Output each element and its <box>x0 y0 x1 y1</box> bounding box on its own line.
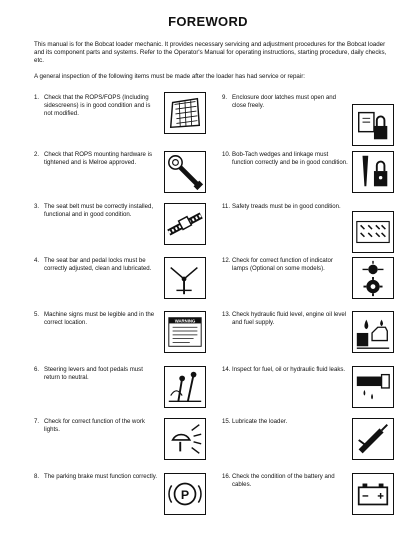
inspection-item-3 <box>34 203 209 253</box>
item-text: Inspect for fuel, oil or hydraulic fluid leaks. <box>232 366 346 373</box>
item-number: 3. <box>34 203 40 210</box>
bob-tach-wedge-icon <box>352 151 394 193</box>
item-number: 14. <box>222 366 231 373</box>
rops-cab-icon <box>164 92 206 134</box>
parking-brake-icon <box>164 473 206 515</box>
door-latch-icon <box>352 104 394 146</box>
item-text: Check for correct function of the work lights. <box>44 418 145 433</box>
steering-lever-icon <box>164 366 206 408</box>
item-number: 1. <box>34 94 40 101</box>
inspection-item-8 <box>34 473 209 523</box>
item-text: Check that the ROPS/FOPS (Including sidescreens) is in good condition and is not modified. <box>44 94 151 117</box>
wrench-bolt-icon <box>164 151 206 193</box>
page-title: FOREWORD <box>168 14 248 29</box>
sign-header: WARNING <box>174 318 196 324</box>
item-text: The parking brake must function correctly. <box>44 473 158 480</box>
item-number: 5. <box>34 311 40 318</box>
inspection-item-7 <box>34 418 209 468</box>
inspection-item-2 <box>34 151 209 201</box>
item-text: Machine signs must be legible and in the correct location. <box>44 311 155 326</box>
battery-icon <box>352 473 394 515</box>
item-number: 7. <box>34 418 40 425</box>
item-text: Bob-Tach wedges and linkage must function correctly and be in good condition. <box>232 151 348 166</box>
fluid-leak-icon <box>352 366 394 408</box>
inspection-item-6 <box>34 366 209 416</box>
item-text: Check hydraulic fluid level, engine oil level and fuel supply. <box>232 311 347 326</box>
item-text: Enclosure door latches must open and close freely. <box>232 94 336 109</box>
seat-belt-icon <box>164 203 206 245</box>
item-number: 8. <box>34 473 40 480</box>
item-text: Check that ROPS mounting hardware is tightened and is Melroe approved. <box>44 151 153 166</box>
item-text: Safety treads must be in good condition. <box>232 203 341 210</box>
fluid-level-icon <box>352 311 394 353</box>
seat-bar-icon <box>164 257 206 299</box>
safety-tread-icon <box>352 211 394 253</box>
intro-paragraph: This manual is for the Bobcat loader mechanic. It provides necessary servicing and adjustment procedures for the Bobcat loader and its component parts and systems. Refer to the Operator's Manual for operating instructions, starting procedure, daily checks, etc. <box>34 41 387 64</box>
item-number: 11. <box>222 203 231 210</box>
item-text: The seat bar and pedal locks must be correctly adjusted, clean and lubricated. <box>44 257 152 272</box>
item-number: 16. <box>222 473 231 480</box>
item-number: 9. <box>222 94 228 101</box>
inspection-item-14 <box>222 366 397 416</box>
inspection-lead-in: A general inspection of the following items must be made after the loader has had service or repair: <box>34 73 306 80</box>
item-number: 4. <box>34 257 40 264</box>
indicator-lamp-icon <box>352 257 394 299</box>
item-text: The seat belt must be correctly installed, functional and in good condition. <box>44 203 154 218</box>
inspection-item-15 <box>222 418 397 468</box>
inspection-item-13 <box>222 311 397 361</box>
inspection-item-5 <box>34 311 209 361</box>
item-number: 6. <box>34 366 40 373</box>
work-light-icon <box>164 418 206 460</box>
brake-letter: P <box>180 487 190 502</box>
inspection-item-1 <box>34 94 209 144</box>
item-text: Steering levers and foot pedals must return to neutral. <box>44 366 143 381</box>
inspection-item-16 <box>222 473 397 523</box>
item-number: 15. <box>222 418 231 425</box>
inspection-item-12 <box>222 257 397 307</box>
item-text: Check for correct function of indicator lamps (Optional on some models). <box>232 257 333 272</box>
inspection-item-10 <box>222 151 397 201</box>
warning-sign-icon <box>164 311 206 353</box>
item-number: 10. <box>222 151 231 158</box>
inspection-item-4 <box>34 257 209 307</box>
item-number: 2. <box>34 151 40 158</box>
grease-gun-icon <box>352 418 394 460</box>
inspection-item-11 <box>222 203 397 253</box>
item-text: Lubricate the loader. <box>232 418 288 425</box>
item-number: 12. <box>222 257 231 264</box>
item-number: 13. <box>222 311 231 318</box>
inspection-item-9 <box>222 94 397 144</box>
item-text: Check the condition of the battery and cables. <box>232 473 335 488</box>
